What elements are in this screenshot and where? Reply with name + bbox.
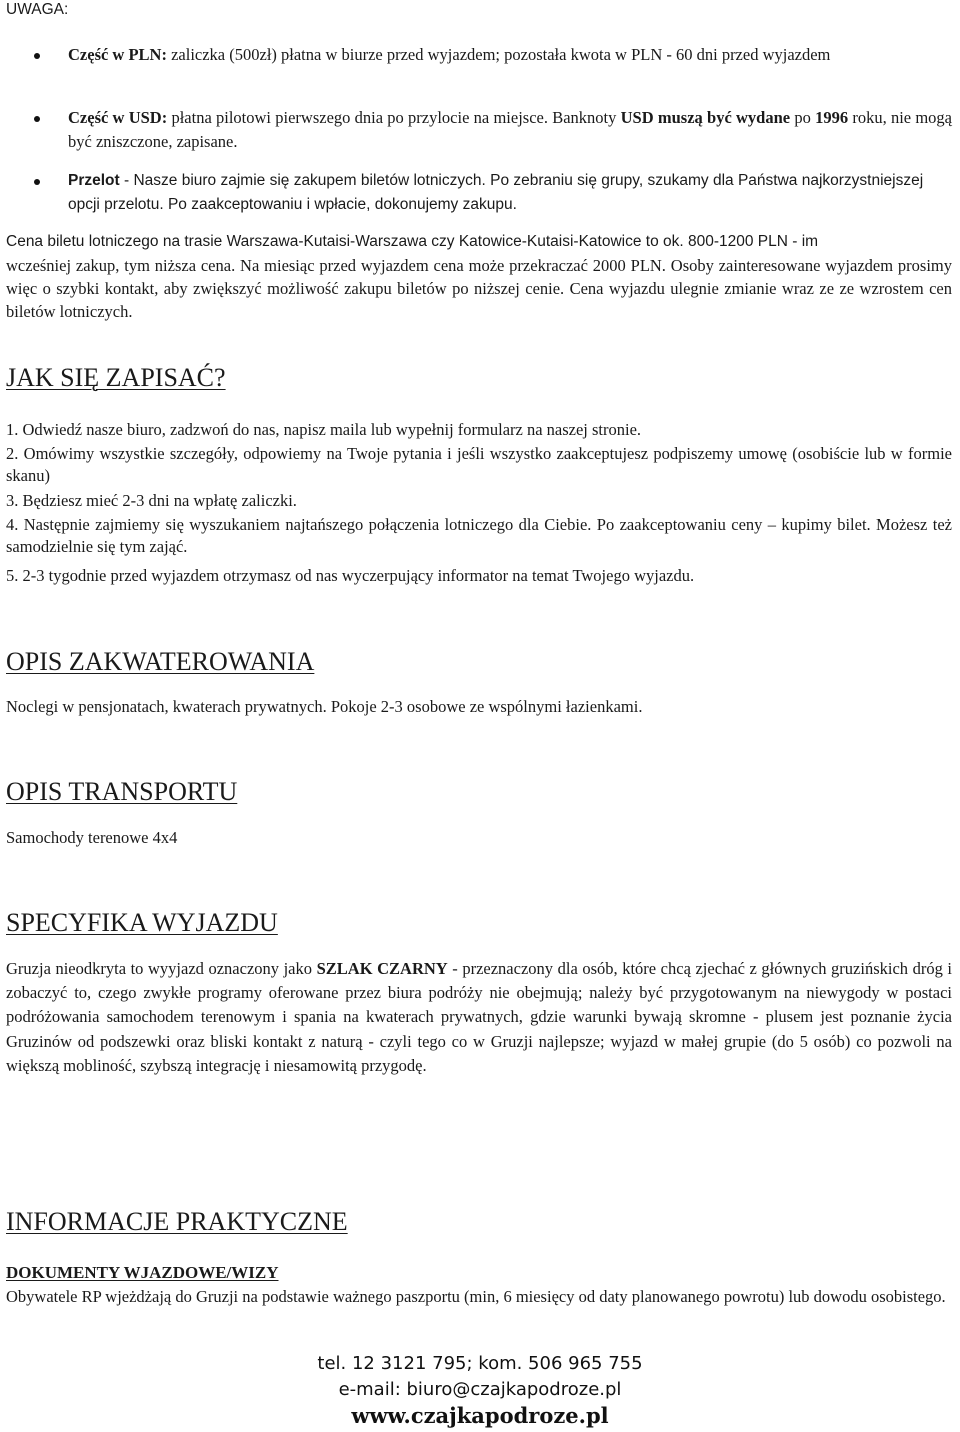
- bullet-icon: [34, 53, 40, 59]
- practical-title: INFORMACJE PRAKTYCZNE: [6, 1207, 348, 1236]
- footer-email: e-mail: biuro@czajkapodroze.pl: [338, 1379, 622, 1400]
- signup-step: 5. 2-3 tygodnie przed wyjazdem otrzymasz od nas wyczerpujący informator na temat Twojego wyjazdu.: [6, 566, 695, 585]
- signup-step: 1. Odwiedź nasze biuro, zadzwoń do nas, napisz maila lub wypełnij formularz na naszej stronie.: [6, 420, 642, 439]
- flight-price-paragraph: Cena biletu lotniczego na trasie Warszawa-Kutaisi-Warszawa czy Katowice-Kutaisi-Katowice to ok. 800-1200 PLN - im wcześniej zakup, tym niższa cena. Na miesiąc przed wyjazdem cena może przekraczać 2000 PLN. Osoby zainteresowane wyjazdem prosimy więc o szybki kontakt, aby zwiększyć możliwość zakupu biletów po niższej cenie. Cena wyjazdu ulegnie zmianie wraz ze ze wzrostem cen biletów lotniczych.: [6, 233, 952, 321]
- list-item: Część w USD: płatna pilotowi pierwszego dnia po przylocie na miejsce. Banknoty USD muszą być wydane po 1996 roku, nie mogą być zniszczone, zapisane.: [6, 106, 952, 154]
- documents-subtitle: DOKUMENTY WJAZDOWE/WIZY: [6, 1263, 279, 1282]
- list-item: Przelot - Nasze biuro zajmie się zakupem biletów lotniczych. Po zebraniu się grupy, szukamy dla Państwa najkorzystniejszej opcji przelotu. Po zaakceptowaniu i wpłacie, dokonujemy zakupu.: [6, 169, 952, 217]
- specifics-title: SPECYFIKA WYJAZDU: [6, 908, 278, 937]
- signup-step: 4. Następnie zajmiemy się wyszukaniem najtańszego połączenia lotniczego dla Ciebie. Po zaakceptowaniu ceny – kupimy bilet. Możesz też samodzielnie się tym zająć.: [6, 515, 952, 556]
- signup-step: 3. Będziesz mieć 2-3 dni na wpłatę zaliczki.: [6, 491, 297, 510]
- bullet-icon: [34, 116, 40, 122]
- list-item: Część w PLN: zaliczka (500zł) płatna w biurze przed wyjazdem; pozostała kwota w PLN - 60 dni przed wyjazdem: [6, 43, 952, 67]
- footer-website[interactable]: www.czajkapodroze.pl: [351, 1403, 609, 1428]
- transport-title: OPIS TRANSPORTU: [6, 777, 238, 806]
- documents-text: Obywatele RP wjeżdżają do Gruzji na podstawie ważnego paszportu (min, 6 miesięcy od daty planowanego powrotu) lub dowodu osobistego.: [6, 1287, 946, 1306]
- transport-text: Samochody terenowe 4x4: [6, 828, 178, 847]
- bullet-icon: [34, 179, 40, 185]
- accommodation-text: Noclegi w pensjonatach, kwaterach prywatnych. Pokoje 2-3 osobowe ze wspólnymi łazienkami.: [6, 697, 643, 716]
- signup-step: 2. Omówimy wszystkie szczegóły, odpowiemy na Twoje pytania i jeśli wszystko zaakceptujesz podpiszemy umowę (osobiście lub w formie skanu): [6, 444, 952, 485]
- specifics-paragraph: Gruzja nieodkryta to wyyjazd oznaczony jako SZLAK CZARNY - przeznaczony dla osób, które chcą zjechać z głównych gruzińskich dróg i zobaczyć to, czego zwykłe programy oferowane przez biura podróży nie obejmują; należy być przygotowanym na niewygody w postaci podróżowania samochodem terenowym i spania na kwaterach prywatnych, gdzie warunki bywają skromne - plusem jest poznanie życia Gruzinów od podszewki oraz bliski kontakt z naturą - czyli tego co w Gruzji najlepsze; wyjazd w małej grupie (do 5 osób) co pozwoli na większą mobliność, szybszą integrację i niesamowitą przygodę.: [6, 959, 953, 1075]
- signup-title: JAK SIĘ ZAPISAĆ?: [6, 363, 226, 392]
- footer-phone: tel. 12 3121 795; kom. 506 965 755: [317, 1353, 643, 1374]
- uwaga-label: UWAGA:: [6, 1, 69, 18]
- accommodation-title: OPIS ZAKWATEROWANIA: [6, 647, 315, 676]
